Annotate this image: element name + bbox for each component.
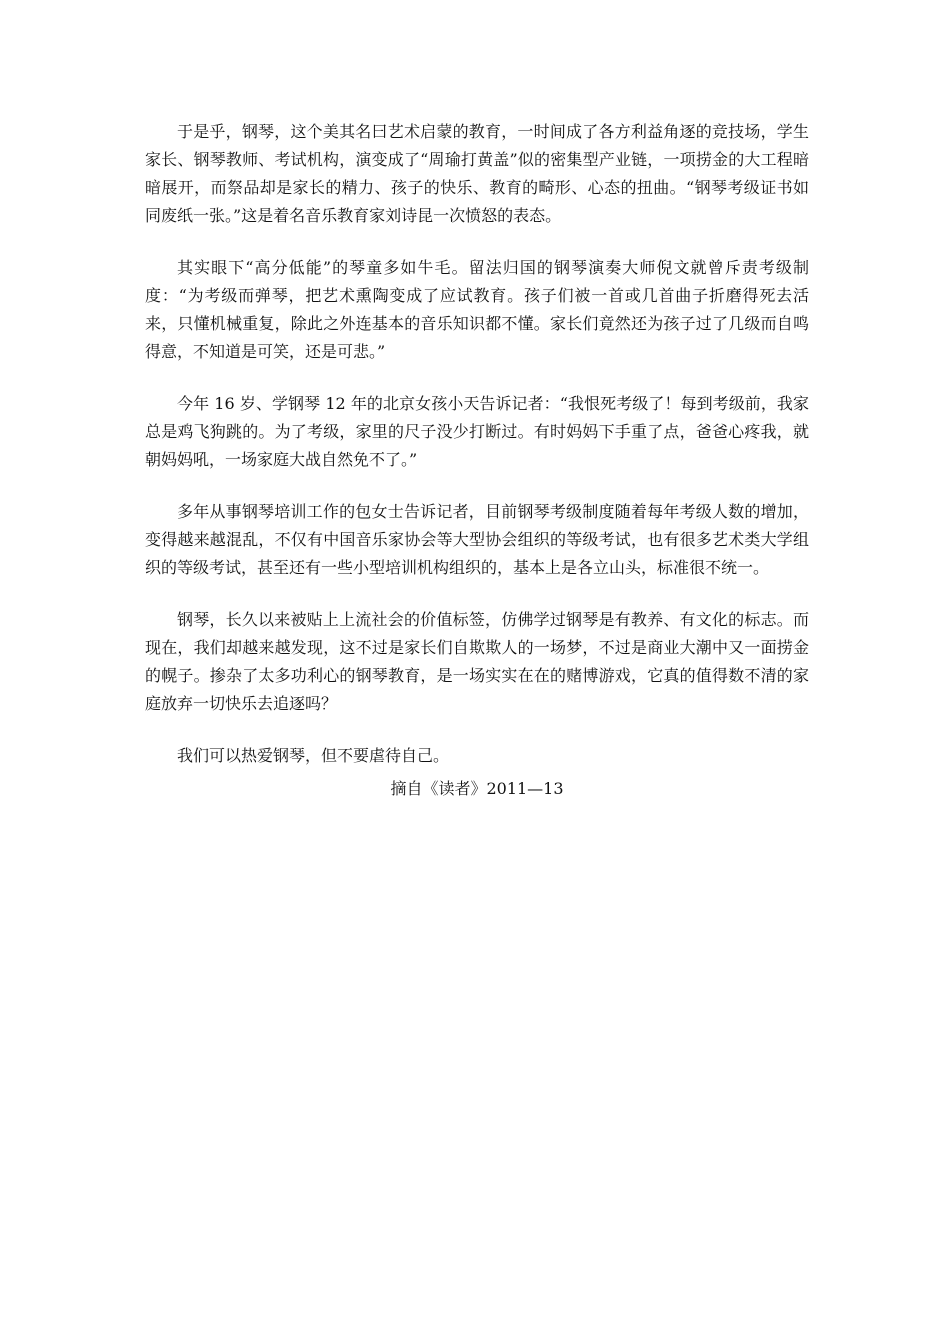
article-paragraph-1: 于是乎，钢琴，这个美其名曰艺术启蒙的教育，一时间成了各方利益角逐的竞技场，学生家长、钢琴教师、考试机构，演变成了“周瑜打黄盖”似的密集型产业链，一项捞金的大工程暗暗展开，而祭品却是家长的精力、孩子的快乐、教育的畸形、心态的扭曲。“钢琴考级证书如同废纸一张。”这是着名音乐教育家刘诗昆一次愤怒的表态。 [145,122,809,225]
article-paragraph-3: 今年 16 岁、学钢琴 12 年的北京女孩小天告诉记者：“我恨死考级了！每到考级前，我家总是鸡飞狗跳的。为了考级，家里的尺子没少打断过。有时妈妈下手重了点，爸爸心疼我，就朝妈妈吼，一场家庭大战自然免不了。” [145,394,809,469]
article [145,118,809,798]
article-paragraph-5: 钢琴，长久以来被贴上上流社会的价值标签，仿佛学过钢琴是有教养、有文化的标志。而现在，我们却越来越发现，这不过是家长们自欺欺人的一场梦，不过是商业大潮中又一面捞金的幌子。掺杂了太多功利心的钢琴教育，是一场实实在在的赌博游戏，它真的值得数不清的家庭放弃一切快乐去追逐吗？ [145,610,809,713]
source-citation: 摘自《读者》2011—13 [390,779,564,798]
article-paragraph-6: 我们可以热爱钢琴，但不要虐待自己。 [177,746,450,765]
article-paragraph-4: 多年从事钢琴培训工作的包女士告诉记者，目前钢琴考级制度随着每年考级人数的增加，变得越来越混乱，不仅有中国音乐家协会等大型协会组织的等级考试，也有很多艺术类大学组织的等级考试，甚至还有一些小型培训机构组织的，基本上是各立山头，标准很不统一。 [145,502,809,577]
article-paragraph-2: 其实眼下“高分低能”的琴童多如牛毛。留法归国的钢琴演奏大师倪文就曾斥责考级制度：“为考级而弹琴，把艺术熏陶变成了应试教育。孩子们被一首或几首曲子折磨得死去活来，只懂机械重复，除此之外连基本的音乐知识都不懂。家长们竟然还为孩子过了几级而自鸣得意，不知道是可笑，还是可悲。” [145,258,809,361]
